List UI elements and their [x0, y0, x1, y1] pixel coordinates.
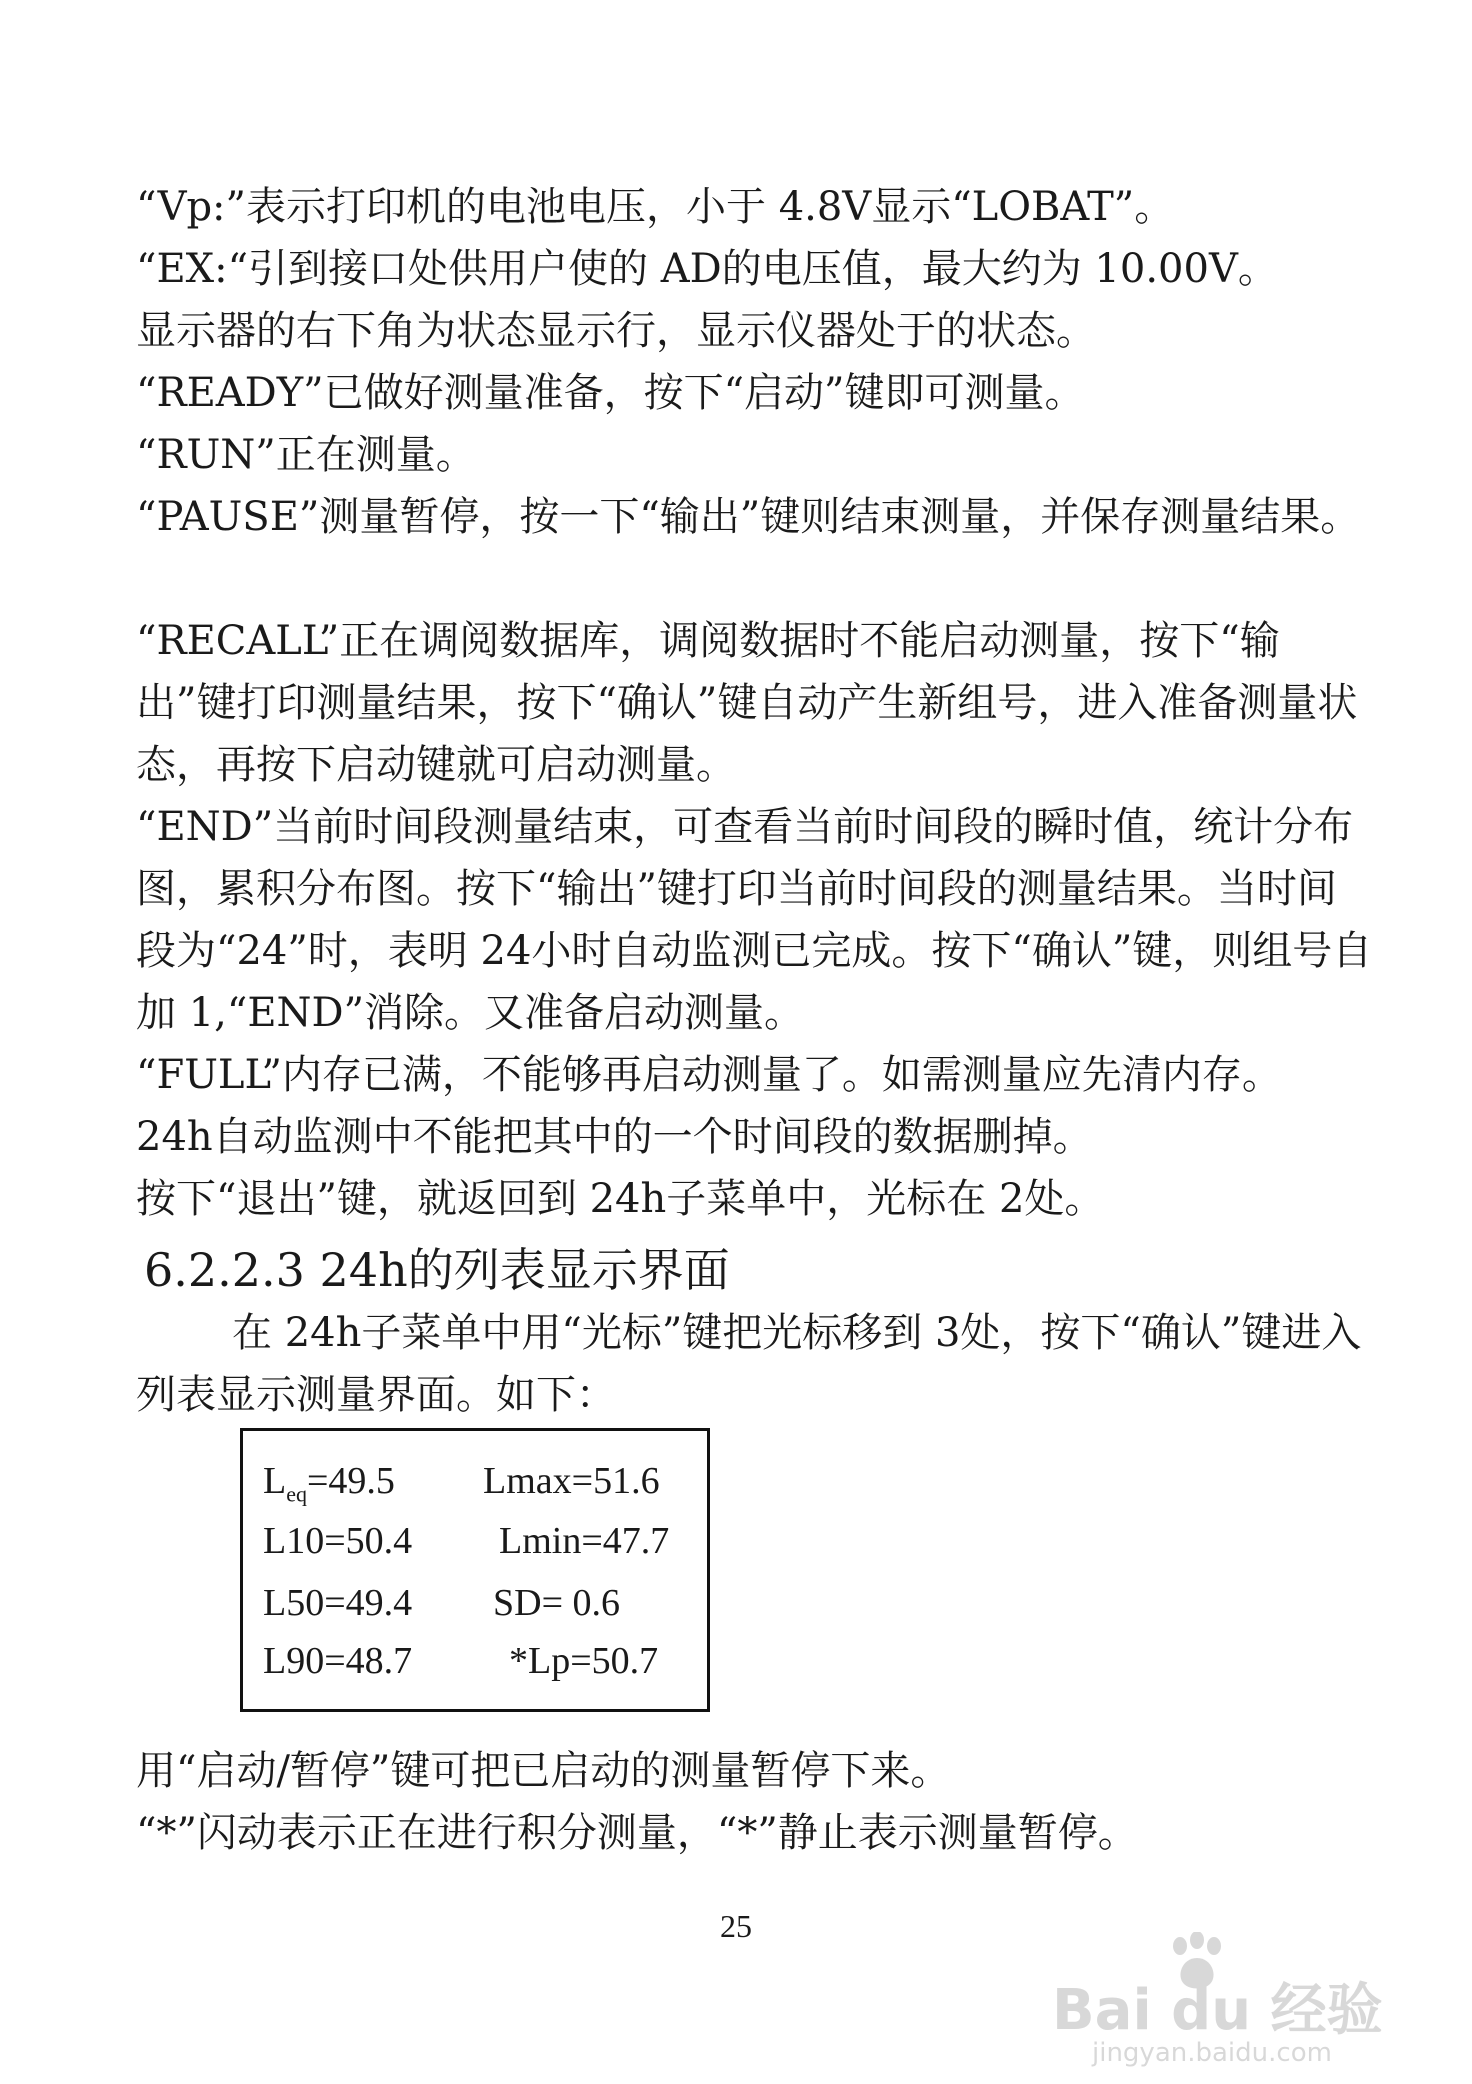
- lmin-value: Lmin=47.7: [499, 1520, 670, 1562]
- l50-value: L50=49.4: [263, 1582, 413, 1624]
- status-row-intro: 显示器的右下角为状态显示行，显示仪器处于的状态。: [136, 308, 1096, 354]
- watermark-url: jingyan.baidu.com: [1092, 2038, 1332, 2068]
- page-number: 25: [720, 1908, 752, 1944]
- baidu-jingyan-watermark: [1052, 1938, 1432, 2078]
- asterisk-note: “*”闪动表示正在进行积分测量，“*”静止表示测量暂停。: [136, 1810, 1138, 1856]
- leq-value: $L_{eq}=49.5$: [263, 1460, 395, 1507]
- lcd-display-box: [240, 1428, 710, 1712]
- intro-paragraph: 在 24h子菜单中用“光标”键把光标移到 3处，按下“确认”键进入列表显示测量界面。如下：: [136, 1310, 1362, 1418]
- status-recall: “RECALL”正在调阅数据库，调阅数据时不能启动测量，按下“输出”键打印测量结果，按下“确认”键自动产生新组号，进入准备测量状态，再按下启动键就可启动测量。: [136, 618, 1358, 788]
- watermark-brand: Bai du 经验: [1052, 1978, 1383, 2043]
- note-exit: 按下“退出”键，就返回到 24h子菜单中，光标在 2处。: [136, 1176, 1105, 1222]
- status-vp: “Vp:”表示打印机的电池电压，小于 4.8V显示“LOBAT”。: [136, 184, 1175, 230]
- l90-value: L90=48.7: [263, 1640, 413, 1682]
- l10-value: L10=50.4: [263, 1520, 413, 1562]
- section-heading: 6.2.2.3 24h的列表显示界面: [144, 1243, 730, 1297]
- sd-value: SD= 0.6: [493, 1582, 621, 1624]
- lp-value: *Lp=50.7: [509, 1640, 659, 1682]
- status-pause: “PAUSE”测量暂停，按一下“输出”键则结束测量，并保存测量结果。: [136, 494, 1361, 540]
- status-full: “FULL”内存已满，不能够再启动测量了。如需测量应先清内存。: [136, 1052, 1282, 1098]
- status-ex: “EX:“引到接口处供用户使的 AD的电压值，最大约为 10.00V。: [136, 246, 1278, 292]
- pause-note: 用“启动/暂停”键可把已启动的测量暂停下来。: [136, 1748, 951, 1794]
- lmax-value: Lmax=51.6: [483, 1460, 660, 1502]
- status-ready: “READY”已做好测量准备，按下“启动”键即可测量。: [136, 370, 1085, 416]
- status-run: “RUN”正在测量。: [136, 432, 476, 478]
- note-24h: 24h自动监测中不能把其中的一个时间段的数据删掉。: [136, 1114, 1093, 1160]
- status-end: “END”当前时间段测量结束，可查看当前时间段的瞬时值，统计分布图，累积分布图。按下“输出”键打印当前时间段的测量结果。当时间段为“24”时，表明 24小时自动监测已完成。按下“确认”键，则组号自加 1,“END”消除。又准备启动测量。: [136, 804, 1373, 1036]
